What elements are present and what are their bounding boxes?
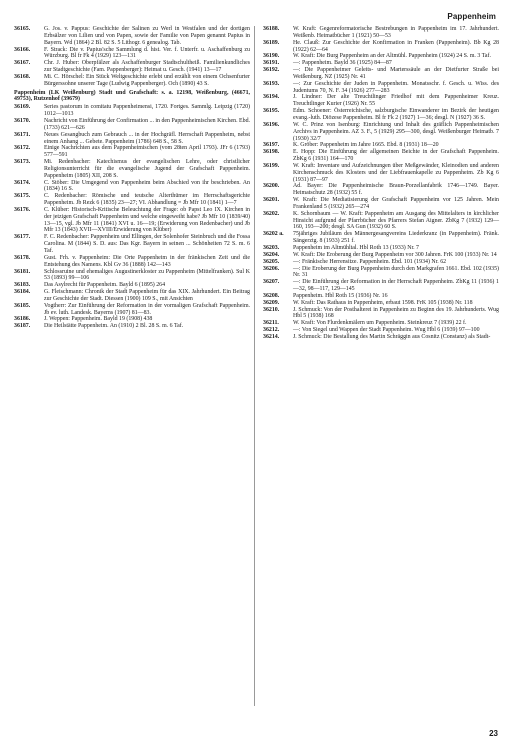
bibliography-entry (263, 94, 499, 108)
entry-number: 36194. (263, 94, 280, 101)
entry-number: 36207. (263, 279, 280, 286)
bibliography-entry (263, 197, 499, 211)
entry-number: 36175. (14, 193, 31, 200)
entry-number: 36187. (14, 323, 31, 330)
entry-text: —: Fränkische Herrensitze. Pappenheim. Ebd. 101 (1934) Nr. 62 (293, 258, 447, 265)
entry-text: J. Weppen: Pappenheim. Bayld 19 (1908) 438 (44, 316, 153, 323)
bibliography-entry (14, 323, 250, 330)
entry-text: G. Fleischmann: Chronik der Stadt Pappenheim für das XIX. Jahrhundert. Ein Beitrag zur Geschichte der Stadt. Diessen (1900) 109 S., mit Ansichten (44, 289, 250, 302)
bibliography-entry (14, 303, 250, 317)
entry-number: 36181. (14, 268, 31, 275)
bibliography-entry (14, 26, 250, 47)
entry-text: C. Redenbacher: Römische und teutsche Alterthümer im Herrschaftsgerichte Pappenheim. Jb Rezk 6 (1835) 23—27; VI. Abhandlung = Jb Mfr 10 (1841) 1—7 (44, 193, 250, 207)
entry-number: 36206. (263, 265, 280, 272)
entry-text: W. Kraft: Inventare und Aufzeichnungen über Meßgewänder, Kleinodien und anderen Kirchenschmuck des Klosters und der Liebfrauenkapelle zu Pappenheim. Zb Kg 6 (1931) 87—97 (293, 162, 499, 183)
entry-number: 36203. (263, 245, 280, 251)
entry-number: 36202. (263, 210, 280, 217)
entry-text: K. Schornbaum — W. Kraft: Pappenheim am Ausgang des Mittelalters in kirchlicher Hinsicht aufgrund der Pfarrbücher des Pfarrers Stefan Aigner. ZbKg 7 (1932) 129—160, 193—200; desgl. SA Gun (1932) 60 S. (293, 210, 499, 231)
entry-text: W. Kraft: Von Flurdenkmälern um Pappenheim. Steinkreuz 7 (1939) 22 f. (293, 320, 467, 327)
bibliography-entry (14, 74, 250, 88)
entry-text: —: Die Einführung der Reformation in der Herrschaft Pappenheim. ZbKg 11 (1936) 1—32, 98—117, 129—145 (293, 279, 499, 293)
entry-text: —: Von Siegel und Wappen der Stadt Pappenheim. Wug Hbl 6 (1939) 97—100 (293, 327, 480, 334)
bibliography-entry (263, 26, 499, 40)
entry-number: 36169. (14, 104, 31, 111)
entry-text: Mi. Redenbacher: Katechismus der evangelischen Lehre, oder christlicher Religionsunterricht für die evangelische Jugend der Grafschaft Pappenheim. Pappenheim (1805) XII, 208 S. (44, 159, 250, 179)
bibliography-entry (14, 255, 250, 269)
page-number: 23 (489, 729, 498, 738)
entry-number: 36184. (14, 289, 31, 296)
entry-number: 36205. (263, 258, 280, 265)
bibliography-entry (263, 40, 499, 54)
entry-number: 36191. (263, 60, 280, 67)
entry-text: W. Kraft: Die Mediatisierung der Grafschaft Pappenheim vor 125 Jahren. Mein Frankenland 5 (1932) 265—274 (293, 197, 499, 210)
entry-text: Gust. Frh. v. Pappenheim: Die Orte Pappenheim in der fränkischen Zeit und die Entstehung des Namens. Kbl Gv 36 (1888) 142—143 (44, 254, 250, 268)
entry-number: 36168. (14, 73, 31, 80)
entry-number: 36165. (14, 26, 31, 32)
entry-number: 36190. (263, 53, 280, 60)
entry-number: 36210. (263, 306, 280, 313)
entry-text: —: Pappenheim. Bayld 36 (1925) 84—87 (293, 60, 392, 67)
entry-number: 36200. (263, 183, 280, 190)
entry-number: 36196. (263, 121, 280, 128)
bibliography-entry (263, 108, 499, 122)
entry-text: F. C. Redenbacher: Pappenheim und Ellingen, der Solenhofer Steinbruch und die Fossa Carolina. M (1844) S. D. aus: Das Kgr. Bayern in seinen ... Schönheiten 72 S. m. 6 Taf. (44, 234, 250, 254)
bibliography-entry (263, 327, 499, 334)
entry-text: He. Clauß: Zur Geschichte der Konfirmation in Franken (Pappenheim). Bb Kg 28 (1922) 62—64 (293, 39, 499, 53)
entry-text: K. Gröber: Pappenheim im Jahre 1665. Ebd. 8 (1931) 18—20 (293, 142, 439, 149)
entry-number: 36208. (263, 292, 280, 299)
entry-text: J. Lindner: Der alte Treuchtlinger Friedhof mit dem Pappenheimer Kreuz. Treuchtlinger Kurier (1926) Nr. 55 (293, 94, 499, 108)
entry-number: 36192. (263, 67, 280, 74)
entry-text: Pappenheim im Altmühltal. Hbl Roth 13 (1933) Nr. 7 (293, 245, 419, 251)
entry-number: 36193. (263, 80, 280, 87)
bibliography-entry (14, 60, 250, 74)
bibliography-entry (263, 279, 499, 293)
bibliography-entry (14, 145, 250, 159)
bibliography-entry (263, 252, 499, 259)
entry-number: 36198. (263, 149, 280, 156)
bibliography-entry (14, 207, 250, 234)
entry-number: 36212. (263, 327, 280, 334)
bibliography-entry (14, 118, 250, 132)
entry-text: W. Kraft: Gegenreformatorische Bestrebungen in Pappenheim im 17. Jahrhundert. Weißenb. Heimatbücher 1 (1921) 50—53 (293, 26, 499, 39)
column-divider (254, 26, 255, 706)
bibliography-entry (14, 234, 250, 255)
entry-number: 36183. (14, 282, 31, 289)
entry-number: 36170. (14, 117, 31, 124)
entry-text: Ad. Bayer: Die Pappenheimische Braun-Porzellanfabrik 1746—1749. Bayer. Heimatschutz 28 (1932) 55 f. (293, 183, 499, 197)
entry-number: 36209. (263, 299, 280, 306)
bibliography-entry (263, 231, 499, 245)
bibliography-entry (263, 211, 499, 232)
bibliography-entry (263, 300, 499, 307)
entry-number: 36172. (14, 145, 31, 152)
entry-number: 36176. (14, 206, 31, 213)
bibliography-entry (14, 269, 250, 283)
entry-text: J. Schmuck: Von der Posthalterei in Pappenheim zu Beginn des 19. Jahrhunderts. Wug Hbl 5 (1938) 168 (293, 306, 499, 320)
entry-number: 36173. (14, 159, 31, 166)
entry-text: J. Schmuck: Die Bestallung des Martin Schräggin aus Cosnitz (Constanz) als Stadt- (293, 333, 491, 340)
entry-text: W. Kraft: Die Burg Pappenheim an der Altmühl. Pappenheim (1924) 24 S. m. 3 Taf. (293, 53, 491, 60)
entry-text: —: Die Pappenheimer Geleits- und Marterssäule an der Dietfurter Straße bei Weißenburg. NZ (1925) Nr. 41 (293, 67, 499, 80)
entry-number: 36204. (263, 251, 280, 258)
bibliography-entry (263, 67, 499, 81)
entry-number: 36201. (263, 197, 280, 204)
entry-text: —: Zur Geschichte der Juden in Pappenheim. Monatsschr. f. Gesch. u. Wiss. des Judentums 70, N. F. 34 (1926) 277—283 (293, 80, 499, 94)
entry-text: E. Hopp: Die Einführung der allgemeinen Beichte in der Grafschaft Pappenheim. ZbKg 6 (1931) 164—170 (293, 149, 499, 163)
bibliography-entry (263, 307, 499, 321)
entry-text: Vogtherr: Zur Einführung der Reformation in der vormaligen Grafschaft Pappenheim. Jb ev. luth. Landesk. Bayerns (1907) 81—83. (44, 302, 250, 316)
bibliography-entry (263, 183, 499, 197)
entry-text: 75jähriges Jubiläum des Männergesangvereins Liederkranz (in Pappenheim). Fränk. Sängerztg. 8 (1933) 251 f. (293, 231, 499, 245)
left-column (14, 26, 250, 330)
bibliography-entry (263, 266, 499, 280)
section-heading: Pappenheim (LK Weißenburg) Stadt und Grafschaft: s. a. 12198, Weißenburg, (46671, 49753), Rutzenhof (39679) (14, 89, 250, 103)
bibliography-entry (263, 245, 499, 252)
bibliography-entry (14, 289, 250, 303)
entry-text: Schlossruine und ehemaliges Augustinerkloster zu Pappenheim (Mittelfranken). Sul K 53 (1893) 99—106 (44, 268, 250, 282)
bibliography-entry (14, 132, 250, 146)
bibliography-entry (263, 122, 499, 143)
entry-number: 36167. (14, 60, 31, 67)
entry-text: Mi. C. Hörschel: Ein Stück Weltgeschichte erlebt und erzählt von einem Ochsenfurter Bürgerssohne unserer Tage (Ludwig Pappenberger). Och (1890) 43 S. (44, 73, 250, 87)
entry-text: W. Kraft: Die Eroberung der Burg Pappenheim vor 300 Jahren. FrK 100 (1933) Nr. 14 (293, 251, 497, 258)
entry-number: 36174. (14, 179, 31, 186)
bibliography-entry (263, 293, 499, 300)
entry-number: 36189. (263, 39, 280, 46)
entry-number: 36186. (14, 316, 31, 323)
bibliography-entry (263, 163, 499, 184)
entry-text: Pappenheim. Hbl Roth 15 (1936) Nr. 16 (293, 292, 388, 299)
entry-text: F. Strack: Die v. Papius'sche Sammlung d. hist. Ver. f. Unterfr. u. Aschaffenburg zu Würzburg. Bl fr Fk 4 (1929) 123—131 (44, 46, 250, 60)
entry-number: 36178. (14, 254, 31, 261)
entry-number: 36214. (263, 333, 280, 340)
entry-number: 36195. (263, 108, 280, 115)
right-column (263, 26, 499, 341)
entry-number: 36199. (263, 162, 280, 169)
entry-number: 36188. (263, 26, 280, 32)
entry-text: Edm. Schoener: Österreichische, salzburgische Einwanderer im Bezirk der heutigen evang.-luth. Diözese Pappenheim. Bl fr Fk 2 (1927) 1—36; desgl. N (1927) 36 S. (293, 108, 499, 121)
running-head: Pappenheim (447, 12, 496, 21)
bibliography-entry (263, 149, 499, 163)
entry-number: 36166. (14, 46, 31, 53)
bibliography-entry (14, 104, 250, 118)
bibliography-entry (14, 193, 250, 207)
entry-text: —: Die Eroberung der Burg Pappenheim durch den Markgrafen 1661. Ebd. 102 (1935) Nr. 31 (293, 265, 499, 279)
bibliography-entry (263, 259, 499, 266)
entry-number: 36185. (14, 302, 31, 309)
entry-text: Neues Gesangbuch zum Gebrauch ... in der Hochgräfl. Herrschaft Pappenheim, nebst einem Anhang ... Gebete. Pappenheim (1786) 648 S., 58 S. (44, 131, 250, 145)
entry-number: 36211. (263, 320, 279, 327)
entry-text: W. C. Prinz von Isenburg: Einrichtung und Inhalt des gräflich Pappenheimischen Archivs in Pappenheim. AZ 3. F., 5 (1929) 295—300, desgl. Weißenburger Heimatb. 7 (1930) 32/7 (293, 121, 499, 142)
entry-text: Die Heilstätte Pappenheim. An (1910) 2 Bl. 28 S. m. 6 Taf. (44, 323, 184, 330)
entry-number: 36171. (14, 131, 31, 138)
entry-text: Einige Nachrichten aus dem Pappenheimischen (vom 28ten April 1793). JFr 6 (1793) 577—591 (44, 145, 250, 159)
bibliography-entry (263, 81, 499, 95)
entry-text: C. Stöber: Die Umgegend von Pappenheim beim Abschied von ihr beschrieben. An (1834) 16 S. (44, 179, 250, 193)
entry-number: 36197. (263, 142, 280, 149)
bibliography-entry (263, 334, 499, 341)
entry-number: 36202 a. (263, 231, 284, 238)
entry-text: G. Jos. v. Pappus: Geschichte der Salinen zu Werl in Westfalen und der dortigen Erbsälzer von Lilien und von Papen, sowie der Familie von Papen genannt Papius in Bayern. Wd (1864) 2 Bl. 82 S. 5 Lithogr. 6 genealog. Tab. (44, 26, 250, 46)
entry-text: Chr. J. Huber: Oberpfälzer als Aschaffenburger Stadtschultheiß. Familienkundliches zur Stadtgeschichte (Fam. Pappenberger): Heimat u. Gesch. (1941) 13—17 (44, 60, 250, 74)
bibliography-entry (14, 159, 250, 180)
entry-text: Das Asylrecht für Pappenheim. Bayld 6 (1895) 264 (44, 282, 166, 289)
entry-text: C. Klüber: Historisch-Kritische Beleuchtung der Frage: ob Papst Leo IX. Kirchen in der jetzigen Grafschaft Pappenheim und welche eingeweiht habe? Jb Mfr 10 (1839/40) 13—15, vgl. Jb Mfr 11 (1841) XVI u. 16—19; (Erwiderung von Redenbacher) und Jb Mfr 13 (1843) XVII—XVIII/Erwiderung von Klüber) (44, 206, 250, 234)
entry-text: Nachricht von Einführung der Confirmation ... in den Pappenheimischen Kirchen. Ebd. (1733) 621—626 (44, 117, 250, 131)
entry-number: 36177. (14, 234, 31, 241)
bibliography-entry (14, 47, 250, 61)
entry-text: Series pastorum in comitatu Pappenheimensi, 1720. Fortges. Sammlg. Leipzig (1720) 1012—1013 (44, 104, 250, 118)
bibliography-entry (14, 180, 250, 194)
entry-text: W. Kraft: Das Rathaus in Pappenheim, erbaut 1598. FrK 105 (1938) Nr. 118 (293, 299, 473, 306)
